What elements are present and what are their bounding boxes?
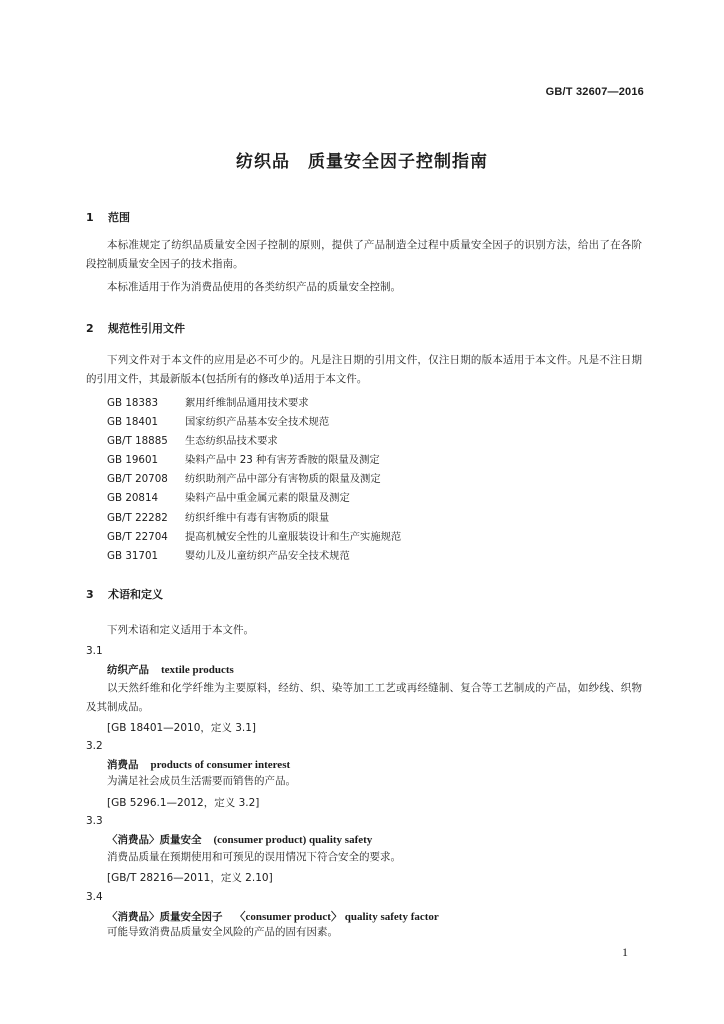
reference-item (107, 489, 401, 508)
term-english: (consumer product) quality safety (213, 834, 373, 846)
clause-number: 3.3 (86, 815, 103, 827)
term-entry (107, 757, 290, 772)
reference-item (107, 451, 401, 470)
reference-item (107, 547, 401, 566)
reference-item (107, 432, 401, 451)
term-entry (107, 908, 439, 924)
reference-title: 纺织纤维中有毒有害物质的限量 (185, 511, 330, 524)
reference-title: 纺织助剂产品中部分有害物质的限量及测定 (185, 473, 381, 486)
section-3-heading (86, 586, 163, 602)
standard-code: GB/T 32607—2016 (545, 86, 644, 98)
term-chinese: 〈消费品〉质量安全因子 (107, 911, 223, 923)
reference-title: 婴幼儿及儿童纺织产品安全技术规范 (185, 549, 350, 562)
reference-list (107, 394, 401, 566)
term-definition: 以天然纤维和化学纤维为主要原料，经纺、织、染等加工工艺或再经缝制、复合等工艺制成的产品，如纱线、织物及其制成品。 (86, 682, 642, 713)
clause-number: 3.4 (86, 891, 103, 903)
term-chinese: 〈消费品〉质量安全 (107, 834, 202, 846)
section-title: 规范性引用文件 (108, 322, 185, 335)
section-1-heading (86, 209, 130, 225)
reference-code: GB 31701 (107, 549, 159, 562)
reference-item (107, 509, 401, 528)
reference-title: 絮用纤维制品通用技术要求 (185, 397, 309, 409)
reference-code: GB/T 22282 (107, 511, 168, 524)
page-number: 1 (622, 945, 628, 959)
term-definition: 为满足社会成员生活需要而销售的产品。 (107, 775, 296, 787)
reference-item (107, 470, 401, 489)
reference-code: GB/T 18885 (107, 435, 168, 448)
reference-title: 染料产品中 23 种有害芳香胺的限量及测定 (185, 454, 380, 467)
document-title: 纺织品 质量安全因子控制指南 (236, 152, 488, 172)
term-source: [GB 18401—2010，定义 3.1] (107, 722, 257, 734)
term-english: 〈consumer product〉 quality safety factor (234, 911, 439, 923)
section-number: 2 (86, 322, 94, 335)
term-english: products of consumer interest (150, 759, 291, 771)
section-title: 范围 (108, 211, 130, 224)
scope-paragraph-2: 本标准适用于作为消费品使用的各类纺织产品的质量安全控制。 (107, 281, 401, 293)
reference-code: GB 18383 (107, 397, 159, 409)
section-number: 1 (86, 211, 94, 224)
reference-title: 国家纺织产品基本安全技术规范 (185, 416, 330, 429)
section-title: 术语和定义 (108, 588, 163, 601)
term-source: [GB/T 28216—2011，定义 2.10] (107, 872, 273, 884)
reference-title: 提高机械安全性的儿童服装设计和生产实施规范 (185, 530, 402, 543)
section-number: 3 (86, 588, 94, 601)
section-2-heading (86, 320, 185, 336)
term-chinese: 纺织产品 (107, 664, 149, 676)
term-english: textile products (161, 664, 234, 676)
term-definition: 消费品质量在预期使用和可预见的误用情况下符合安全的要求。 (107, 851, 401, 863)
term-entry (107, 662, 234, 677)
clause-number: 3.1 (86, 645, 103, 657)
reference-item (107, 528, 401, 547)
reference-code: GB 19601 (107, 454, 159, 467)
reference-code: GB 18401 (107, 416, 159, 429)
reference-title: 生态纺织品技术要求 (185, 435, 278, 448)
term-definition: 可能导致消费品质量安全风险的产品的固有因素。 (107, 926, 338, 938)
scope-paragraph-1: 本标准规定了纺织品质量安全因子控制的原则，提供了产品制造全过程中质量安全因子的识别方法，给出了在各阶段控制质量安全因子的技术指南。 (86, 239, 642, 270)
references-intro: 下列文件对于本文件的应用是必不可少的。凡是注日期的引用文件，仅注日期的版本适用于本文件。凡是不注日期的引用文件，其最新版本(包括所有的修改单)适用于本文件。 (86, 354, 642, 385)
reference-item (107, 394, 401, 413)
clause-number: 3.2 (86, 740, 103, 752)
reference-title: 染料产品中重金属元素的限量及测定 (185, 492, 350, 505)
term-chinese: 消费品 (107, 759, 139, 771)
terms-intro: 下列术语和定义适用于本文件。 (107, 624, 254, 636)
term-source: [GB 5296.1—2012，定义 3.2] (107, 797, 260, 809)
reference-code: GB/T 22704 (107, 530, 168, 543)
term-entry (107, 832, 372, 847)
reference-item (107, 413, 401, 432)
reference-code: GB/T 20708 (107, 473, 168, 486)
reference-code: GB 20814 (107, 492, 159, 505)
